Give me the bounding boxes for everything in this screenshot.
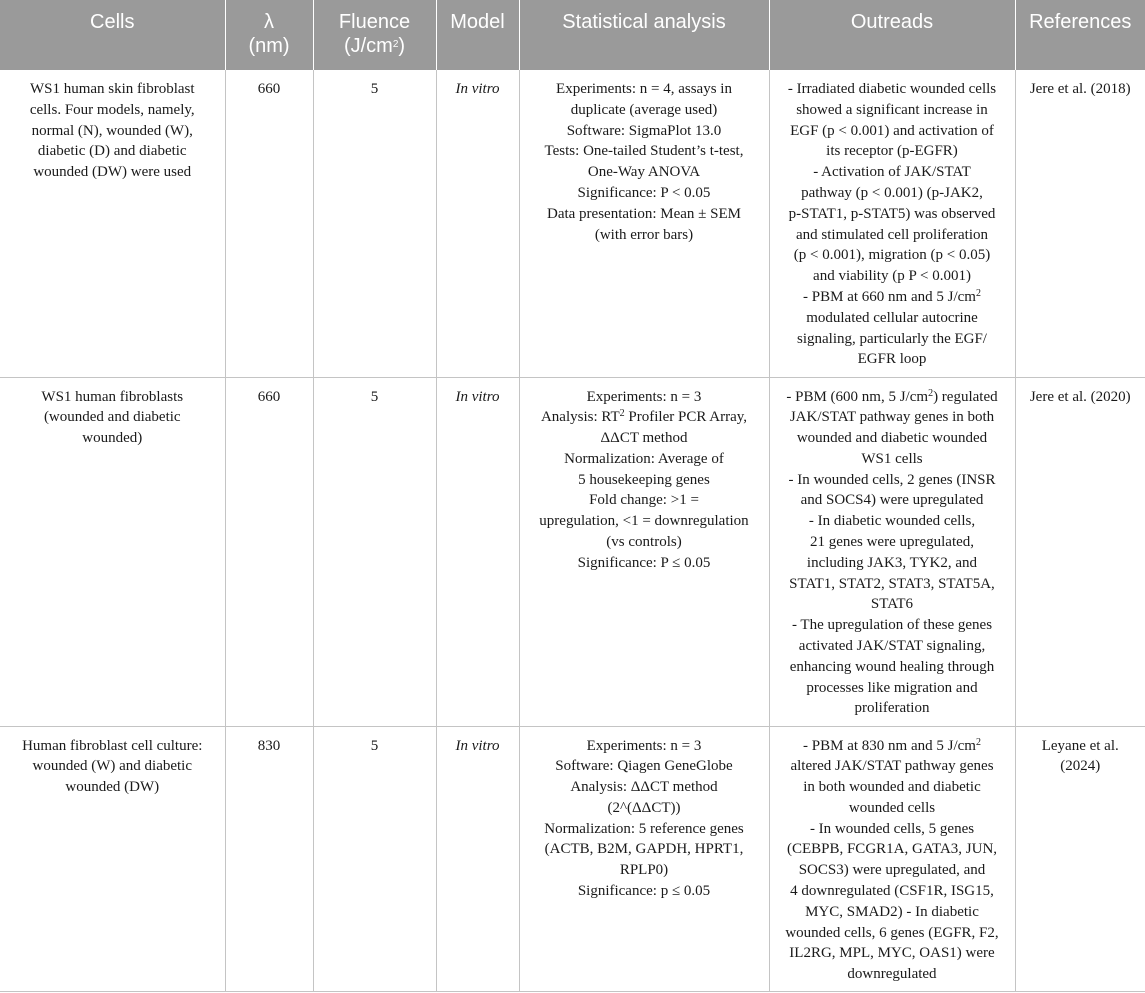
cell-outreads-line: - PBM at 830 nm and 5 $J/cm^2$ bbox=[803, 736, 981, 754]
table-row bbox=[0, 70, 1145, 377]
cell-statistical-analysis-line: One-Way ANOVA bbox=[587, 164, 701, 181]
header-cells: Cells bbox=[0, 0, 225, 70]
cell-outreads-line: pathway (p < 0.001) (p-JAK2, bbox=[801, 184, 983, 201]
cell-statistical-analysis-line: (with error bars) bbox=[594, 226, 694, 243]
cell-outreads-line: (CEBPB, FCGR1A, GATA3, JUN, bbox=[786, 841, 998, 858]
header-fluence-label: Fluence bbox=[338, 11, 411, 33]
cell-cells-line: WS1 human fibroblasts bbox=[41, 388, 184, 405]
cell-statistical-analysis-line: (2^(ΔΔCT)) bbox=[607, 799, 681, 816]
cell-statistical-analysis-line: Significance: P ≤ 0.05 bbox=[577, 554, 711, 571]
cell-statistical-analysis-line: RPLP0) bbox=[619, 862, 669, 879]
cell-outreads-line: modulated cellular autocrine bbox=[806, 309, 978, 326]
cell-statistical-analysis-line: Experiments: n = 3 bbox=[586, 388, 702, 405]
cell-cells bbox=[0, 70, 225, 377]
cell-fluence: 5 bbox=[313, 70, 436, 377]
cell-outreads-line: - The upregulation of these genes bbox=[791, 617, 993, 634]
cell-cells-line: cells. Four models, namely, bbox=[29, 101, 195, 118]
cell-outreads-line: enhancing wound healing through bbox=[789, 658, 995, 675]
cell-outreads bbox=[769, 377, 1015, 726]
cell-cells-line: normal (N), wounded (W), bbox=[31, 122, 193, 139]
cell-outreads-line: including JAK3, TYK2, and bbox=[806, 554, 978, 571]
cell-cells-line: diabetic (D) and diabetic bbox=[37, 143, 187, 160]
cell-model: In vitro bbox=[436, 377, 519, 726]
header-fluence bbox=[313, 0, 436, 70]
cell-references bbox=[1015, 377, 1145, 726]
cell-statistical-analysis-line: Significance: P < 0.05 bbox=[577, 184, 711, 201]
cell-statistical-analysis-line: Fold change: >1 = bbox=[589, 492, 699, 509]
cell-outreads-line: its receptor (p-EGFR) bbox=[826, 143, 958, 160]
cell-outreads-line: WS1 cells bbox=[861, 450, 923, 467]
cell-outreads-line: EGF (p < 0.001) and activation of bbox=[790, 122, 994, 139]
cell-outreads-line: - Irradiated diabetic wounded cells bbox=[787, 81, 997, 97]
cell-outreads-line: EGFR loop bbox=[857, 351, 927, 368]
cell-outreads-line: wounded and diabetic wounded bbox=[796, 430, 988, 447]
cell-fluence: 5 bbox=[313, 726, 436, 991]
cell-statistical-analysis-line: Tests: One-tailed Student’s t-test, bbox=[544, 143, 744, 160]
cell-statistical-analysis bbox=[519, 70, 769, 377]
cell-outreads-line: and SOCS4) were upregulated bbox=[800, 492, 984, 509]
header-lambda-unit: (nm) bbox=[248, 35, 290, 57]
cell-outreads-line: wounded cells, 6 genes (EGFR, F2, bbox=[785, 924, 999, 941]
cell-references-line: Jere et al. (2020) bbox=[1029, 388, 1131, 405]
cell-statistical-analysis-line: (vs controls) bbox=[606, 534, 682, 551]
cell-statistical-analysis-line: Experiments: n = 4, assays in bbox=[556, 81, 732, 97]
cell-statistical-analysis bbox=[519, 726, 769, 991]
cell-outreads-line: altered JAK/STAT pathway genes bbox=[790, 758, 994, 775]
header-model: Model bbox=[436, 0, 519, 70]
cell-outreads-line: STAT1, STAT2, STAT3, STAT5A, bbox=[789, 575, 995, 592]
cell-cells-line: wounded (DW) were used bbox=[33, 164, 192, 181]
cell-outreads-line: activated JAK/STAT signaling, bbox=[798, 638, 986, 655]
cell-outreads-line: p-STAT1, p-STAT5) was observed bbox=[788, 205, 996, 222]
header-row bbox=[0, 0, 1145, 70]
cell-outreads-line: processes like migration and bbox=[806, 679, 978, 696]
cell-outreads-line: 21 genes were upregulated, bbox=[809, 534, 975, 551]
cell-statistical-analysis-line: duplicate (average used) bbox=[570, 101, 718, 118]
cell-outreads-line: - PBM at 660 nm and 5 $J/cm^2$ bbox=[803, 287, 981, 305]
cell-statistical-analysis-line: 5 housekeeping genes bbox=[578, 471, 710, 488]
cell-model: In vitro bbox=[436, 726, 519, 991]
cell-outreads-line: showed a significant increase in bbox=[796, 101, 988, 118]
cell-statistical-analysis-line: Experiments: n = 3 bbox=[586, 737, 702, 754]
header-statistical-analysis: Statistical analysis bbox=[519, 0, 769, 70]
cell-statistical-analysis-line: Software: Qiagen GeneGlobe bbox=[555, 758, 733, 775]
cell-fluence: 5 bbox=[313, 377, 436, 726]
cell-lambda: 660 bbox=[225, 377, 313, 726]
cell-cells-line: wounded (DW) bbox=[65, 779, 160, 796]
table-row bbox=[0, 377, 1145, 726]
cell-model: In vitro bbox=[436, 70, 519, 377]
cell-statistical-analysis-line: Analysis: ΔΔCT method bbox=[570, 779, 718, 796]
cell-statistical-analysis-line: Normalization: Average of bbox=[564, 450, 724, 467]
cell-outreads-line: - Activation of JAK/STAT bbox=[813, 164, 971, 181]
cell-references-line: (2024) bbox=[1060, 758, 1101, 775]
cell-cells bbox=[0, 726, 225, 991]
cell-outreads-line: signaling, particularly the EGF/ bbox=[797, 330, 987, 347]
cell-outreads-line: and stimulated cell proliferation bbox=[795, 226, 989, 243]
cell-cells-line: WS1 human skin fibroblast bbox=[29, 81, 195, 97]
cell-outreads-line: MYC, SMAD2) - In diabetic bbox=[805, 903, 979, 920]
cell-outreads-line: - In diabetic wounded cells, bbox=[808, 513, 976, 530]
cell-statistical-analysis-line: Data presentation: Mean ± SEM bbox=[546, 205, 742, 222]
cell-outreads-line: - In wounded cells, 5 genes bbox=[809, 820, 975, 837]
cell-outreads-line: SOCS3) were upregulated, and bbox=[798, 862, 986, 879]
header-outreads: Outreads bbox=[769, 0, 1015, 70]
cell-outreads-line: and viability (p P < 0.001) bbox=[813, 268, 971, 285]
cell-cells-line: (wounded and diabetic bbox=[43, 409, 181, 426]
cell-statistical-analysis-line: Significance: p ≤ 0.05 bbox=[577, 883, 711, 900]
cell-outreads-line: STAT6 bbox=[870, 596, 914, 613]
cell-outreads-line: JAK/STAT pathway genes in both bbox=[789, 409, 995, 426]
cell-statistical-analysis-line: Analysis: $RT^2$ Profiler PCR Array, bbox=[540, 408, 748, 426]
cell-statistical-analysis-line: Normalization: 5 reference genes bbox=[544, 820, 744, 837]
cell-cells-line: Human fibroblast cell culture: bbox=[22, 737, 203, 754]
cell-references-line: Leyane et al. bbox=[1041, 737, 1119, 754]
cell-statistical-analysis-line: ΔΔCT method bbox=[600, 430, 688, 447]
cell-outreads-line: - PBM (600 nm, 5 $J/cm^2$) regulated bbox=[786, 387, 998, 405]
cell-outreads-line: - In wounded cells, 2 genes (INSR bbox=[788, 471, 996, 488]
cell-outreads-line: proliferation bbox=[854, 700, 930, 717]
cell-cells bbox=[0, 377, 225, 726]
cell-statistical-analysis-line: (ACTB, B2M, GAPDH, HPRT1, bbox=[544, 841, 744, 858]
cell-statistical-analysis-line: Software: SigmaPlot 13.0 bbox=[566, 122, 722, 139]
cell-references bbox=[1015, 70, 1145, 377]
header-fluence-unit: $(J/cm^2)$ bbox=[343, 35, 406, 57]
cell-outreads-line: downregulated bbox=[847, 966, 937, 983]
table-row bbox=[0, 726, 1145, 991]
cell-statistical-analysis bbox=[519, 377, 769, 726]
cell-cells-line: wounded) bbox=[82, 430, 143, 447]
cell-references-line: Jere et al. (2018) bbox=[1029, 81, 1131, 97]
cell-lambda: 660 bbox=[225, 70, 313, 377]
header-lambda-symbol: λ bbox=[264, 11, 274, 33]
cell-cells-line: wounded (W) and diabetic bbox=[32, 758, 193, 775]
header-references: References bbox=[1015, 0, 1145, 70]
cell-lambda: 830 bbox=[225, 726, 313, 991]
cell-outreads-line: (p < 0.001), migration (p < 0.05) bbox=[793, 247, 991, 264]
cell-outreads-line: 4 downregulated (CSF1R, ISG15, bbox=[790, 883, 994, 900]
cell-references bbox=[1015, 726, 1145, 991]
cell-statistical-analysis-line: upregulation, <1 = downregulation bbox=[539, 513, 749, 530]
header-lambda bbox=[225, 0, 313, 70]
cell-outreads-line: wounded cells bbox=[848, 799, 936, 816]
cell-outreads bbox=[769, 726, 1015, 991]
cell-outreads bbox=[769, 70, 1015, 377]
cell-outreads-line: IL2RG, MPL, MYC, OAS1) were bbox=[789, 945, 995, 962]
cell-outreads-line: in both wounded and diabetic bbox=[803, 779, 981, 796]
